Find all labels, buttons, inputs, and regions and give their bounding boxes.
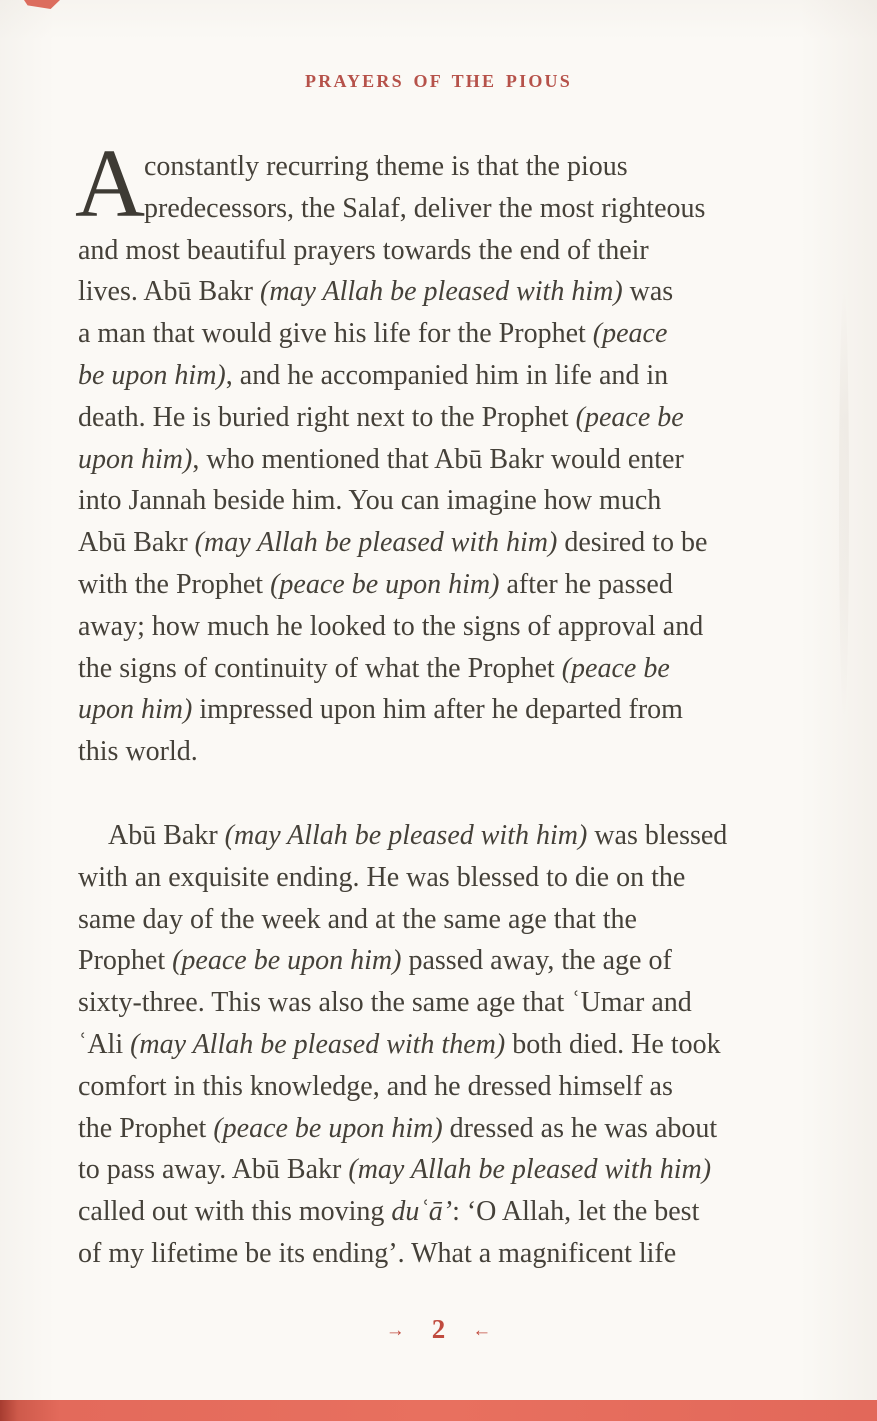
paragraph <box>78 815 810 1275</box>
drop-cap: A <box>75 130 146 237</box>
text-line <box>78 480 810 522</box>
left-arrow-ornament-icon: ← <box>472 1319 492 1341</box>
text-segment: constantly recurring theme is that the pious <box>144 151 628 182</box>
text-segment: into Jannah beside him. You can imagine how much <box>78 485 662 517</box>
text-line <box>78 439 810 481</box>
text-segment: the signs of continuity of what the Prophet <box>78 652 562 684</box>
text-segment: Abū Bakr <box>108 819 225 851</box>
text-line <box>78 1233 810 1275</box>
text-segment: this world. <box>78 736 198 768</box>
paragraph <box>75 130 810 773</box>
italic-text-segment: (may Allah be pleased with him) <box>260 276 623 308</box>
text-line <box>78 940 810 982</box>
text-segment: was blessed <box>587 819 728 851</box>
text-segment: the Prophet <box>78 1112 214 1144</box>
text-segment: Prophet <box>78 945 173 977</box>
text-line <box>78 1108 810 1150</box>
text-line <box>78 522 810 564</box>
text-line <box>78 689 810 731</box>
text-line <box>78 355 810 397</box>
italic-text-segment: duʿā’ <box>391 1196 453 1228</box>
italic-text-segment: (peace be upon him) <box>172 945 402 977</box>
text-segment: a man that would give his life for the Prophet <box>78 318 593 350</box>
text-line <box>78 815 810 857</box>
text-segment: of my lifetime be its ending’. What a magnificent life <box>78 1237 677 1269</box>
italic-text-segment: (peace be <box>575 401 684 433</box>
text-line <box>78 857 810 899</box>
italic-text-segment: (peace be <box>561 652 670 684</box>
text-line <box>78 564 810 606</box>
body-text <box>75 130 810 1275</box>
text-segment: and most beautiful prayers towards the end of their <box>78 234 649 266</box>
text-segment: , who mentioned that Abū Bakr would enter <box>192 443 684 475</box>
italic-text-segment: (may Allah be pleased with him) <box>348 1154 712 1186</box>
text-segment: death. He is buried right next to the Prophet <box>78 401 576 433</box>
text-segment: impressed upon him after he departed from <box>192 694 683 726</box>
page-footer <box>0 1314 877 1345</box>
italic-text-segment: (peace be upon him) <box>270 568 500 600</box>
text-segment: dressed as he was about <box>442 1112 718 1144</box>
scan-crease <box>839 290 849 720</box>
italic-text-segment: (peace be upon him) <box>213 1112 443 1144</box>
text-segment: after he passed <box>499 568 673 600</box>
text-segment: Abū Bakr <box>78 527 195 559</box>
italic-text-segment: upon him) <box>78 443 193 475</box>
text-line <box>78 982 810 1024</box>
text-line <box>78 899 810 941</box>
text-segment: desired to be <box>557 527 708 559</box>
text-segment: ʿAli <box>78 1028 131 1060</box>
text-line <box>78 188 810 230</box>
text-segment: comfort in this knowledge, and he dressed himself as <box>78 1070 673 1102</box>
text-segment: lives. Abū Bakr <box>78 276 260 308</box>
right-arrow-ornament-icon: → <box>385 1319 405 1341</box>
italic-text-segment: (may Allah be pleased with him) <box>224 819 588 851</box>
text-segment: : ‘O Allah, let the best <box>452 1196 700 1228</box>
text-line <box>78 146 810 188</box>
text-line <box>78 271 810 313</box>
italic-text-segment: be upon him) <box>78 359 226 391</box>
text-line <box>78 1149 810 1191</box>
italic-text-segment: (may Allah be pleased with him) <box>194 527 558 559</box>
scan-corner-mark <box>24 0 60 9</box>
italic-text-segment: (peace <box>592 318 668 350</box>
text-segment: to pass away. Abū Bakr <box>78 1154 349 1186</box>
text-segment: away; how much he looked to the signs of approval and <box>78 610 704 642</box>
text-line <box>78 731 810 773</box>
running-header: PRAYERS OF THE PIOUS <box>305 71 572 91</box>
text-line <box>78 313 810 355</box>
text-segment: called out with this moving <box>78 1196 392 1228</box>
text-segment: with an exquisite ending. He was blessed to die on the <box>78 861 686 893</box>
text-line <box>78 1066 810 1108</box>
text-segment: , and he accompanied him in life and in <box>225 359 669 391</box>
scan-bottom-strip <box>0 1400 877 1421</box>
page-number: 2 <box>431 1314 446 1344</box>
text-segment: sixty-three. This was also the same age that ʿUmar and <box>78 987 692 1019</box>
text-segment: with the Prophet <box>78 568 271 600</box>
italic-text-segment: (may Allah be pleased with them) <box>130 1028 506 1060</box>
text-line <box>78 1024 810 1066</box>
text-line <box>78 606 810 648</box>
text-line <box>78 397 810 439</box>
text-segment: passed away, the age of <box>401 945 672 977</box>
text-line <box>78 1191 810 1233</box>
text-segment: predecessors, the Salaf, deliver the most righteous <box>144 192 706 224</box>
text-segment: was <box>622 276 674 308</box>
text-line <box>78 648 810 690</box>
text-segment: same day of the week and at the same age that the <box>78 903 637 935</box>
text-line <box>78 230 810 272</box>
text-segment: both died. He took <box>505 1028 721 1060</box>
italic-text-segment: upon him) <box>78 694 193 726</box>
